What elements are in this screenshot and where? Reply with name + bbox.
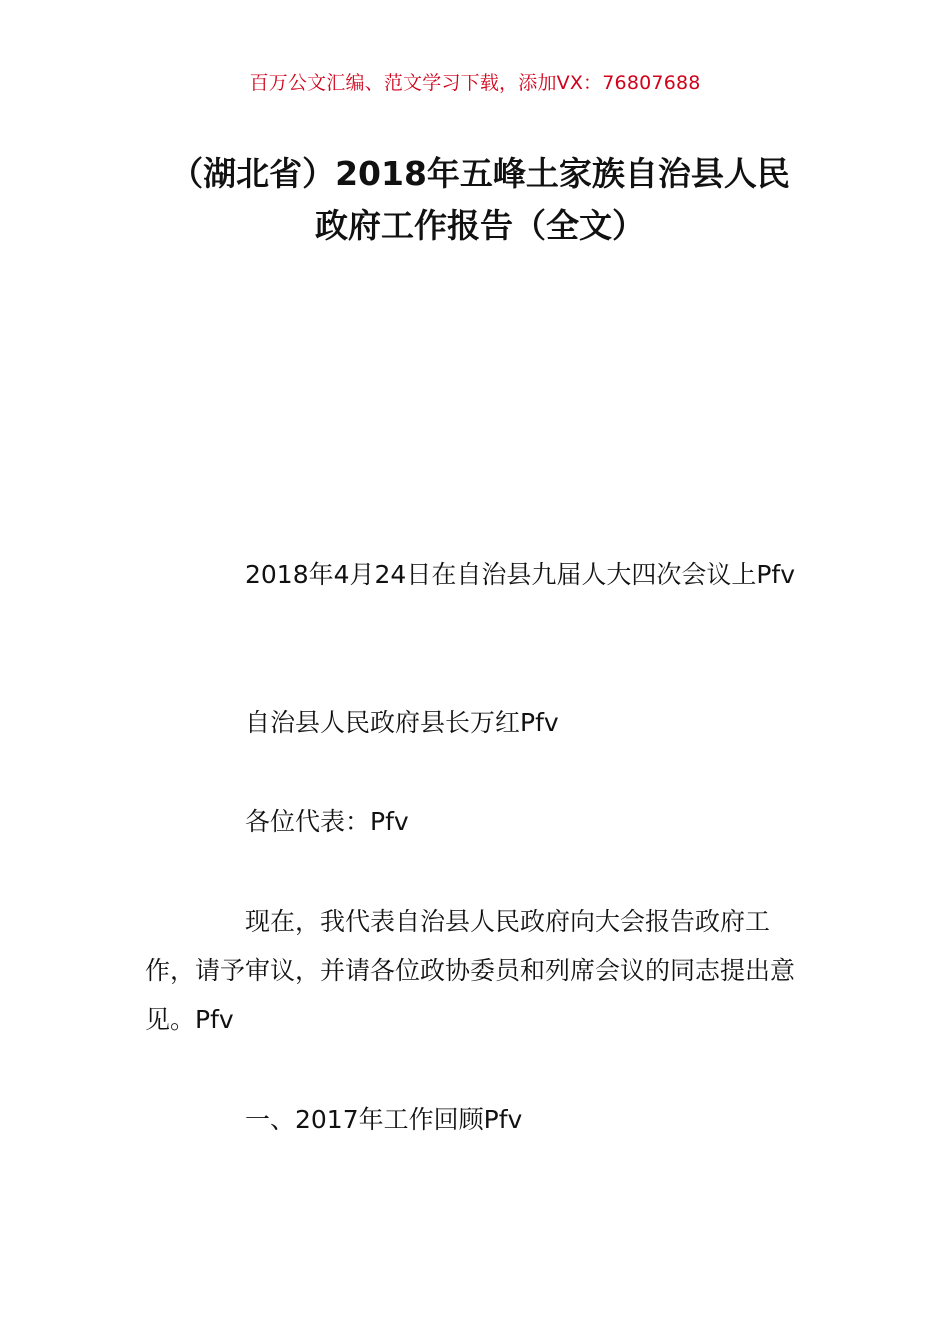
- title-line-1: （湖北省）2018年五峰土家族自治县人民: [170, 154, 790, 193]
- paragraph-intro: 现在，我代表自治县人民政府向大会报告政府工作，请予审议，并请各位政协委员和列席会议的同志提出意见。Pfv: [145, 907, 796, 1034]
- title-line-2: 政府工作报告（全文）: [315, 206, 645, 245]
- header-note: 百万公文汇编、范文学习下载，添加VX：76807688: [249, 72, 701, 94]
- paragraph-date: 2018年4月24日在自治县九届人大四次会议上Pfv: [245, 560, 796, 589]
- document-title: [140, 148, 820, 252]
- paragraph-greeting: 各位代表：Pfv: [245, 807, 409, 836]
- section-heading: 一、2017年工作回顾Pfv: [245, 1105, 523, 1134]
- paragraph-author: 自治县人民政府县长万红Pfv: [245, 708, 559, 737]
